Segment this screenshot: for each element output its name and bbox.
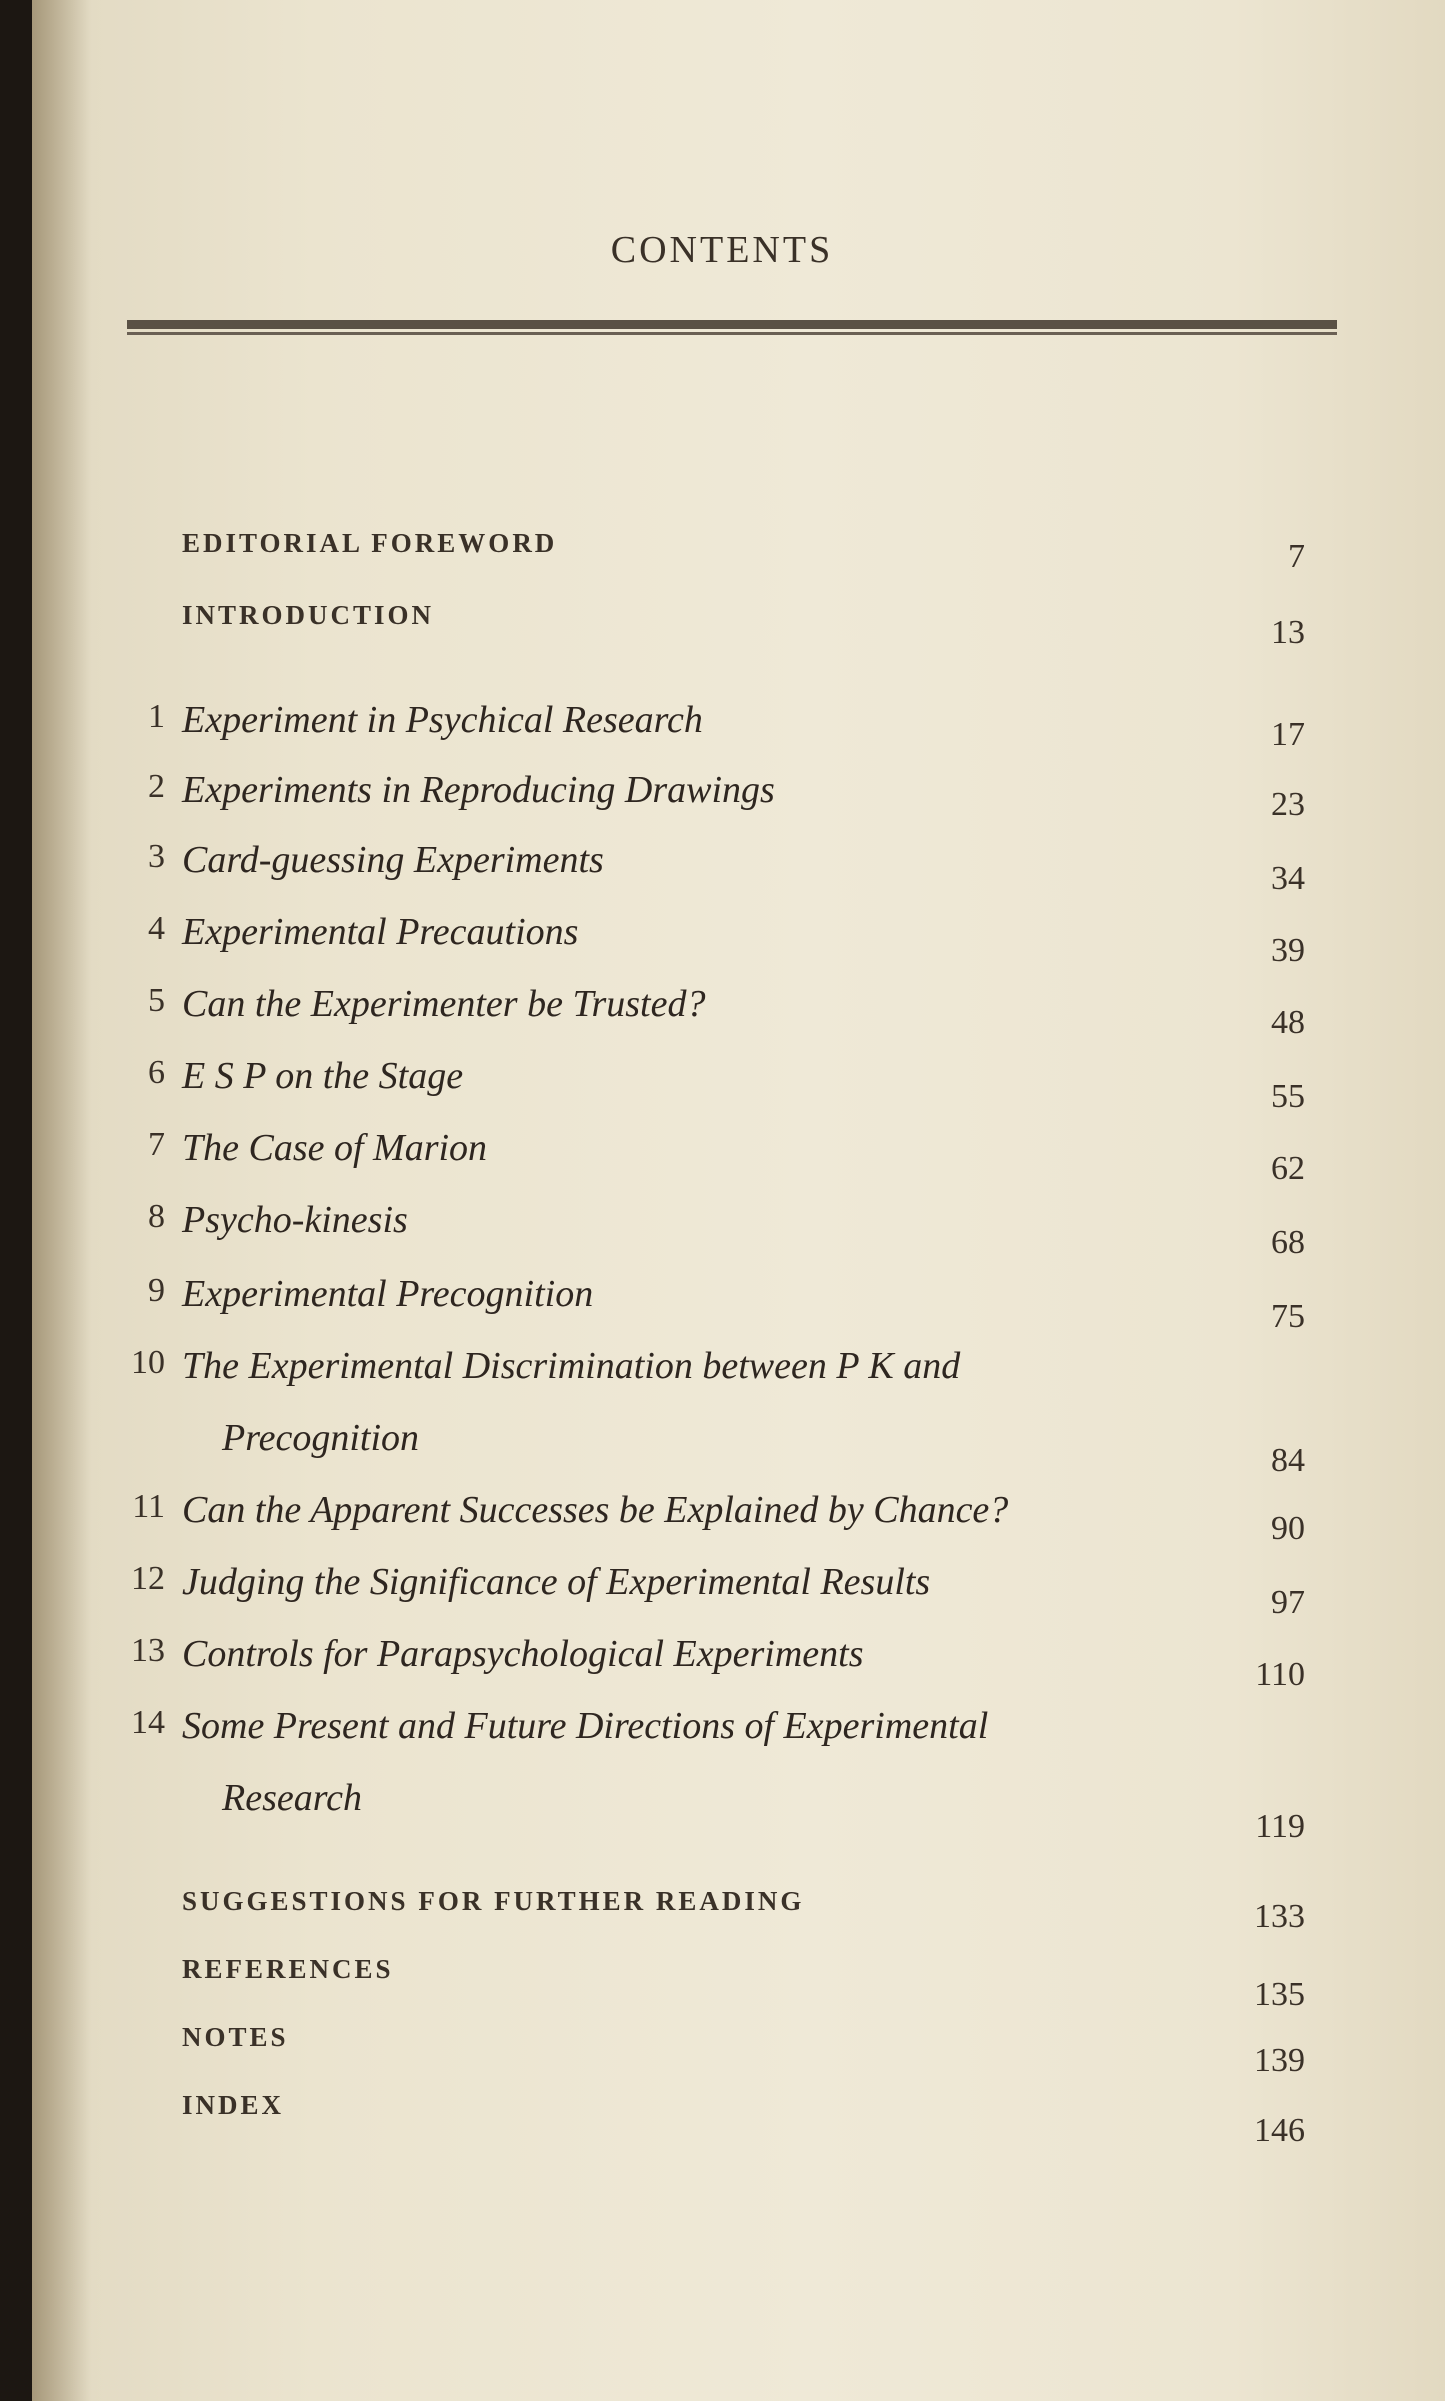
chapter-title-line-2: Research <box>222 1777 362 1819</box>
toc-entry-page: 7 <box>1288 538 1305 575</box>
chapter-number: 9 <box>148 1272 165 1309</box>
chapter-number: 2 <box>148 768 165 805</box>
toc-entry-page: 139 <box>1254 2042 1305 2079</box>
toc-entry-title: INTRODUCTION <box>182 600 435 630</box>
toc-entry-title: NOTES <box>182 2022 289 2052</box>
chapter-page: 97 <box>1271 1584 1305 1621</box>
chapter-page: 23 <box>1271 786 1305 823</box>
chapter-title: Experiments in Reproducing Drawings <box>182 769 775 811</box>
chapter-number: 6 <box>148 1054 165 1091</box>
book-page <box>32 0 1445 2401</box>
chapter-page: 55 <box>1271 1078 1305 1115</box>
chapter-page: 84 <box>1271 1442 1305 1479</box>
chapter-page: 39 <box>1271 932 1305 969</box>
toc-entry-title: EDITORIAL FOREWORD <box>182 528 558 558</box>
title-rule-thin <box>127 332 1337 335</box>
chapter-number: 13 <box>131 1632 165 1669</box>
chapter-page: 68 <box>1271 1224 1305 1261</box>
chapter-title-line-1: The Experimental Discrimination between P K and <box>182 1345 961 1387</box>
toc-entry-title: REFERENCES <box>182 1954 394 1984</box>
chapter-number: 1 <box>148 698 165 735</box>
chapter-number: 12 <box>131 1560 165 1597</box>
chapter-page: 90 <box>1271 1510 1305 1547</box>
chapter-number: 5 <box>148 982 165 1019</box>
chapter-number: 3 <box>148 838 165 875</box>
chapter-title: Card-guessing Experiments <box>182 839 604 881</box>
chapter-title: Experimental Precautions <box>182 911 579 953</box>
chapter-number: 8 <box>148 1198 165 1235</box>
chapter-page: 17 <box>1271 716 1305 753</box>
chapter-title: E S P on the Stage <box>182 1055 464 1097</box>
chapter-page: 119 <box>1255 1808 1305 1845</box>
title-rule <box>127 320 1337 336</box>
chapter-number: 14 <box>131 1704 165 1741</box>
chapter-title: Experiment in Psychical Research <box>182 699 703 741</box>
chapter-page: 62 <box>1271 1150 1305 1187</box>
chapter-title: Experimental Precognition <box>182 1273 594 1315</box>
chapter-title: Judging the Significance of Experimental Results <box>182 1561 931 1603</box>
toc-entry-title: INDEX <box>182 2090 285 2120</box>
chapter-page: 34 <box>1271 860 1305 897</box>
toc-entry-page: 13 <box>1271 614 1305 651</box>
chapter-number: 11 <box>132 1488 165 1525</box>
chapter-title: The Case of Marion <box>182 1127 488 1169</box>
chapter-title-line-1: Some Present and Future Directions of Experimental <box>182 1705 989 1747</box>
chapter-title-line-2: Precognition <box>222 1417 419 1459</box>
chapter-title: Can the Experimenter be Trusted? <box>182 983 706 1025</box>
spine-shadow <box>32 0 92 2401</box>
toc-entry-page: 135 <box>1254 1976 1305 2013</box>
toc-entry-page: 146 <box>1254 2112 1305 2149</box>
chapter-title: Psycho-kinesis <box>182 1199 408 1241</box>
chapter-title: Controls for Parapsychological Experiments <box>182 1633 864 1675</box>
toc-entry-title: SUGGESTIONS FOR FURTHER READING <box>182 1886 805 1916</box>
chapter-number: 4 <box>148 910 165 947</box>
chapter-page: 110 <box>1255 1656 1305 1693</box>
page-title: CONTENTS <box>610 229 834 271</box>
chapter-title: Can the Apparent Successes be Explained by Chance? <box>182 1489 1009 1531</box>
chapter-page: 48 <box>1271 1004 1305 1041</box>
title-rule-thick <box>127 320 1337 329</box>
toc-entry-page: 133 <box>1254 1898 1305 1935</box>
chapter-number: 10 <box>131 1344 165 1381</box>
chapter-page: 75 <box>1271 1298 1305 1335</box>
chapter-number: 7 <box>148 1126 165 1163</box>
